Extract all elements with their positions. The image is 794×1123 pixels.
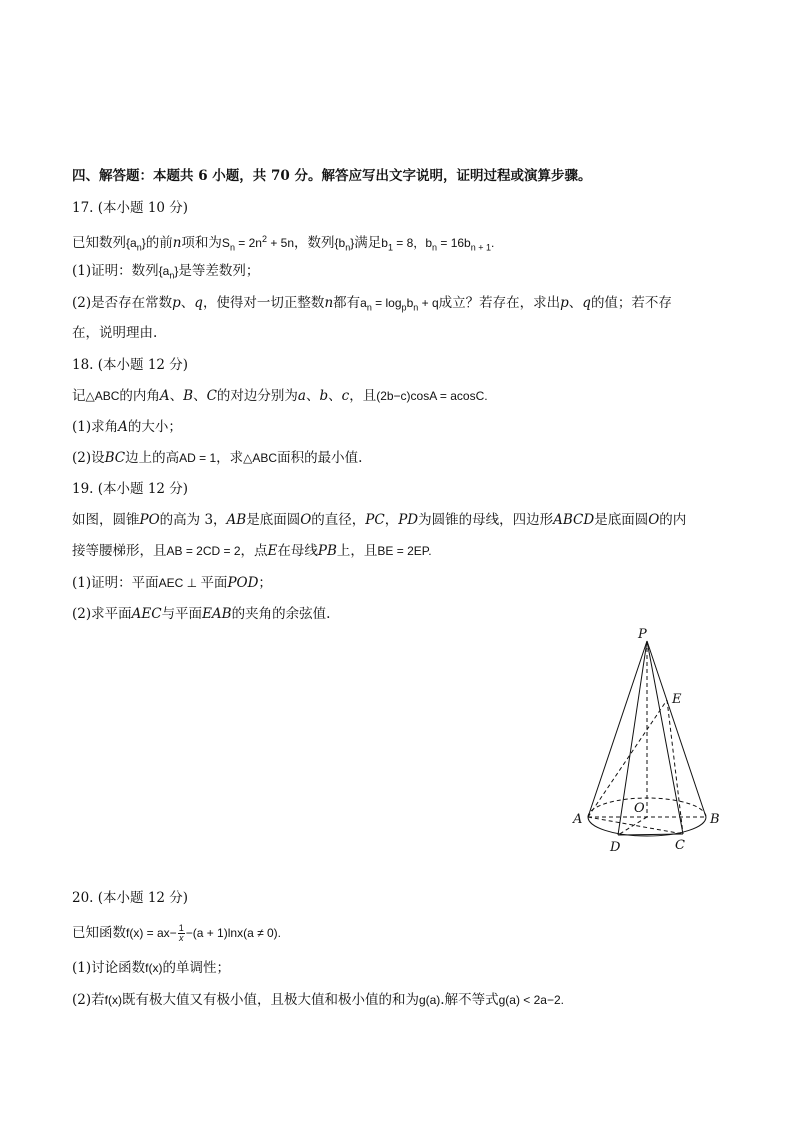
q19-stem-line1: 如图，圆锥PO的高为 3，AB是底面圆O的直径，PC，PD为圆锥的母线，四边形ABCD是底面圆O的内 xyxy=(72,512,687,528)
q19-part1: (1)证明：平面AEC ⊥ 平面POD； xyxy=(72,575,272,591)
label-d: D xyxy=(610,840,621,855)
q17-stem-text4: ，数列 xyxy=(294,235,335,251)
var-q2: q xyxy=(582,295,591,311)
segment-ec xyxy=(667,700,683,834)
q17-header-text: 17. (本小题 10 分) xyxy=(72,200,189,216)
seq-a: $\{a_n\}$ xyxy=(126,236,146,253)
q17-stem-text2: 的前 xyxy=(145,235,173,251)
q20-part2-text: (2)若 xyxy=(72,992,105,1008)
var-p2: p xyxy=(560,295,569,311)
seq-b: $\{b_n\}$ xyxy=(334,236,355,253)
q17-stem-text3: 项和为 xyxy=(181,235,222,251)
seq-a-ref: $\{a_n\}$ xyxy=(158,264,179,281)
q19-stem-line2: 接等腰梯形，且AB = 2CD = 2，点E在母线PB上，且BE = 2EP. xyxy=(72,543,432,559)
q19-stem2-text: 接等腰梯形，且 xyxy=(72,543,167,559)
label-a: A xyxy=(573,812,583,827)
q17-part2-text5: 的值；若不存 xyxy=(590,295,672,311)
ab-cd-equation: AB = 2CD = 2 xyxy=(166,544,241,558)
height-equation: AD = 1 xyxy=(179,451,217,465)
q20-part2: (2)若f(x)既有极大值又有极小值，且极大值和极小值的和为g(a).解不等式g(a) < 2a−2. xyxy=(72,992,564,1008)
q18-part2-text: (2)设 xyxy=(72,450,105,466)
label-b: B xyxy=(710,812,720,827)
log-formula: $a_n = \log_pb_n + q$ xyxy=(360,296,439,313)
q17-part2-text: (2)是否存在常数 xyxy=(72,295,173,311)
label-o: O xyxy=(634,801,645,816)
triangle-abc: △ABC xyxy=(85,389,120,403)
generatrix-pc xyxy=(647,641,683,834)
q17-part2-text4: 成立？若存在，求出 xyxy=(438,295,561,311)
q19-stem-text: 如图，圆锥 xyxy=(72,512,140,528)
q18-part1-text: (1)求角 xyxy=(72,419,119,435)
sum-formula: $S_n = 2n^2 + 5n$ xyxy=(221,234,295,253)
fraction-1-over-x: $\frac{1}{x}$ xyxy=(178,923,184,944)
recurrence-formula: $b_n = 16b_{n + 1}$. xyxy=(425,236,495,253)
q19-header-text: 19. (本小题 12 分) xyxy=(72,481,189,497)
segment-od xyxy=(618,817,647,835)
generatrix-pb xyxy=(647,641,706,817)
q18-part1: (1)求角A的大小； xyxy=(72,419,182,435)
label-e: E xyxy=(672,692,682,707)
q19-part1-text: (1)证明：平面 xyxy=(72,575,159,591)
q20-header-text: 20. (本小题 12 分) xyxy=(72,890,189,906)
q17-part1-text2: 是等差数列； xyxy=(178,263,260,279)
q19-part2-text: (2)求平面 xyxy=(72,606,132,622)
label-p: P xyxy=(638,627,647,642)
q18-stem: 记△ABC的内角A、B、C的对边分别为a、b、c，且(2b−c)cosA = acosC. xyxy=(72,388,488,404)
q18-header-text: 18. (本小题 12 分) xyxy=(72,357,189,373)
cos-equation: (2b−c)cosA = acosC xyxy=(376,389,485,403)
generatrix-pa xyxy=(588,641,647,817)
q20-part1: (1)讨论函数f(x)的单调性； xyxy=(72,960,230,976)
q17-part2-cont-text: 在，说明理由. xyxy=(72,325,158,341)
q18-part2: (2)设BC边上的高AD = 1，求△ABC面积的最小值. xyxy=(72,450,363,466)
function-definition: f(x) = ax− $\frac{1}{x}$ −(a + 1)lnx(a ≠ 0). xyxy=(126,923,282,944)
be-ep-equation: BE = 2EP xyxy=(377,544,429,558)
q17-stem-text5: 满足 xyxy=(354,235,382,251)
q20-header xyxy=(72,889,188,907)
var-q: q xyxy=(194,295,203,311)
q19-part2: (2)求平面AEC与平面EAB的夹角的余弦值. xyxy=(72,606,331,622)
q20-part1-text: (1)讨论函数 xyxy=(72,960,146,976)
base-back-arc xyxy=(588,798,706,817)
q17-part2-text2: ，使得对一切正整数 xyxy=(202,295,325,311)
var-n: n xyxy=(172,235,182,251)
chord-dc xyxy=(618,834,683,835)
q17-part2-text3: 都有 xyxy=(333,295,361,311)
q17-part2: (2)是否存在常数p、q，使得对一切正整数n都有$a_n = \log_pb_n + q$成立？若存在，求出p、q的值；若不存 xyxy=(72,295,672,313)
segment-ac xyxy=(588,817,683,834)
q20-stem-text: 已知函数 xyxy=(72,925,126,941)
q17-stem-text: 已知数列 xyxy=(72,235,126,251)
section-title-text: 四、解答题：本题共 6 小题，共 70 分。解答应写出文字说明，证明过程或演算步骤。 xyxy=(72,168,592,184)
var-p: p xyxy=(172,295,181,311)
q17-part1-text: (1)证明：数列 xyxy=(72,263,159,279)
q20-stem xyxy=(72,924,281,943)
label-c: C xyxy=(675,838,685,853)
q18-stem-text: 记 xyxy=(72,388,86,404)
var-n2: n xyxy=(324,295,334,311)
b1-formula: $b_1 = 8$， xyxy=(381,236,426,253)
inequality: g(a) < 2a−2 xyxy=(498,993,561,1007)
